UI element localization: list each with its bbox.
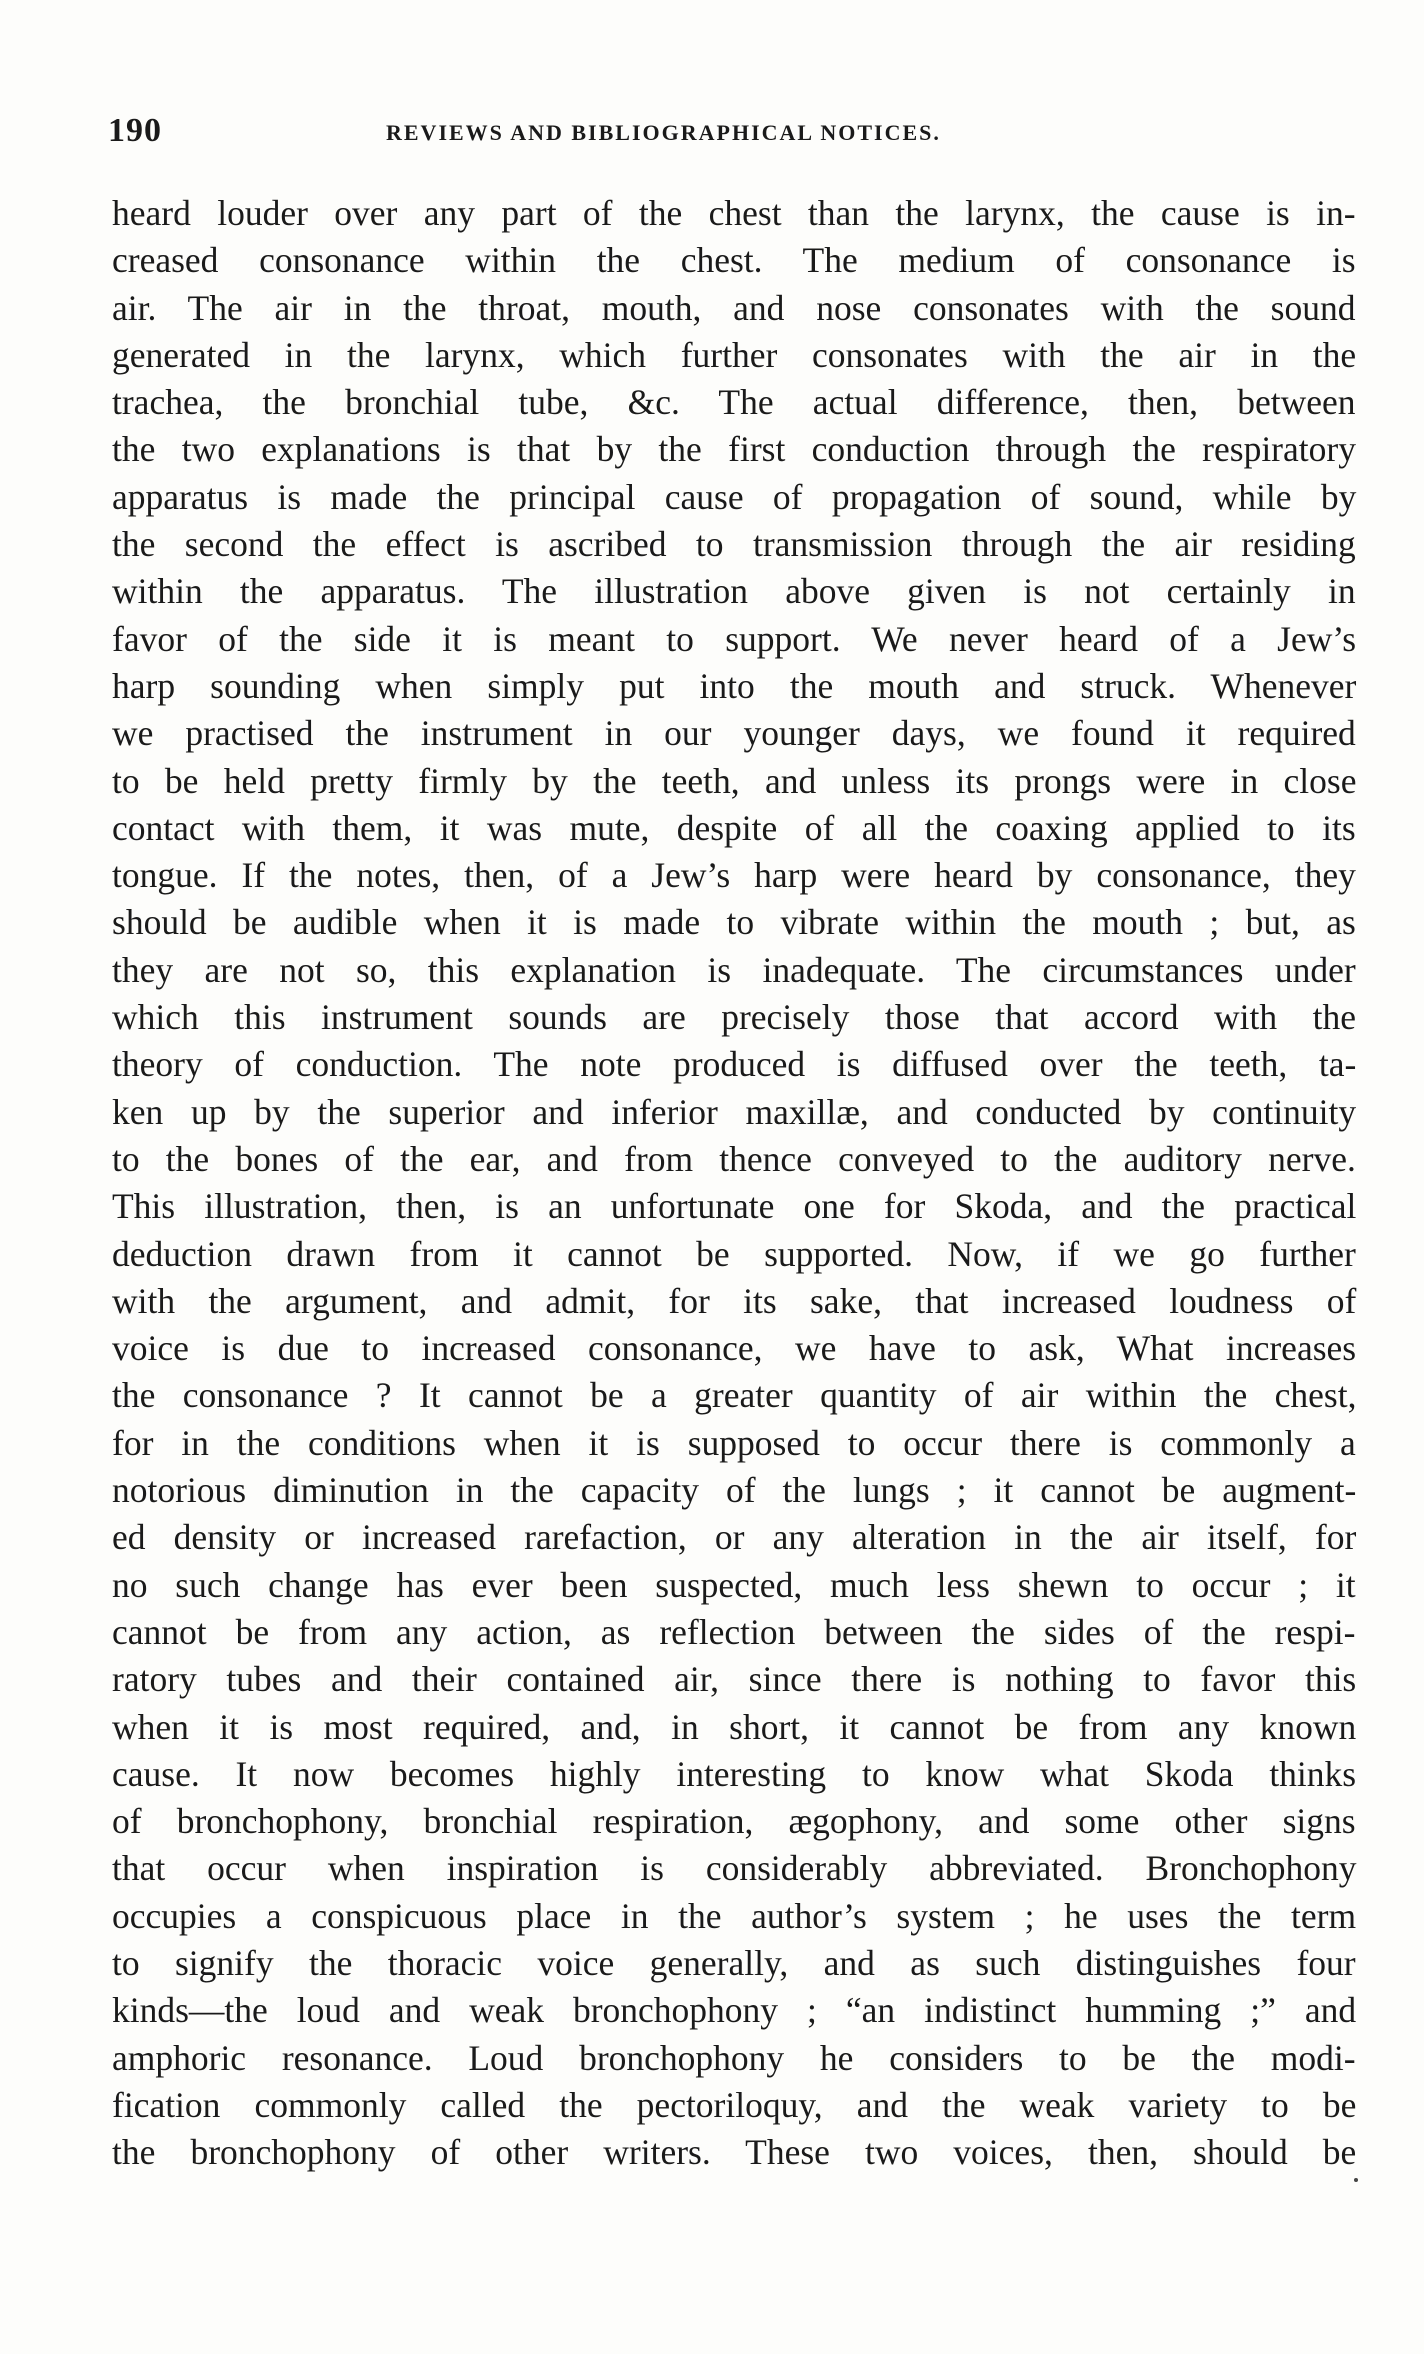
text-line: to be held pretty firmly by the teeth, and unless its prongs were in close bbox=[112, 760, 1357, 801]
text-line: to the bones of the ear, and from thence conveyed to the auditory nerve. bbox=[112, 1138, 1356, 1179]
text-line: no such change has ever been suspected, much less shewn to occur ; it bbox=[112, 1564, 1356, 1605]
text-line: generated in the larynx, which further consonates with the air in the bbox=[112, 334, 1357, 375]
ink-speck bbox=[1354, 2178, 1358, 2182]
text-line: the two explanations is that by the first conduction through the respiratory bbox=[112, 429, 1356, 470]
text-line: occupies a conspicuous place in the author’s system ; he uses the term bbox=[112, 1895, 1357, 1936]
text-line: fication commonly called the pectoriloquy, and the weak variety to be bbox=[112, 2084, 1357, 2125]
text-line: This illustration, then, is an unfortunate one for Skoda, and the practical bbox=[112, 1186, 1357, 1227]
text-line: the consonance ? It cannot be a greater quantity of air within the chest, bbox=[112, 1375, 1357, 1416]
text-line: which this instrument sounds are precisely those that accord with the bbox=[112, 997, 1356, 1038]
text-line: ratory tubes and their contained air, since there is nothing to favor this bbox=[112, 1659, 1357, 1700]
text-line: trachea, the bronchial tube, &c. The actual difference, then, between bbox=[112, 382, 1356, 423]
text-line: cause. It now becomes highly interesting to know what Skoda thinks bbox=[112, 1753, 1357, 1794]
text-line: favor of the side it is meant to support. We never heard of a Jew’s bbox=[112, 618, 1357, 659]
text-line: with the argument, and admit, for its sake, that increased loudness of bbox=[112, 1280, 1357, 1321]
text-line: we practised the instrument in our younger days, we found it required bbox=[112, 713, 1356, 754]
text-line: they are not so, this explanation is inadequate. The circumstances under bbox=[112, 949, 1356, 990]
text-line: that occur when inspiration is considerably abbreviated. Bronchophony bbox=[112, 1848, 1357, 1889]
text-line: heard louder over any part of the chest than the larynx, the cause is in- bbox=[112, 193, 1356, 233]
text-line: theory of conduction. The note produced is diffused over the teeth, ta- bbox=[112, 1044, 1357, 1085]
text-line: apparatus is made the principal cause of propagation of sound, while by bbox=[112, 476, 1357, 517]
text-line: when it is most required, and, in short, it cannot be from any known bbox=[112, 1706, 1357, 1747]
text-line: tongue. If the notes, then, of a Jew’s harp were heard by consonance, they bbox=[112, 855, 1356, 896]
text-line: creased consonance within the chest. The medium of consonance is bbox=[112, 240, 1356, 281]
text-line: harp sounding when simply put into the mouth and struck. Whenever bbox=[112, 665, 1357, 706]
running-title: REVIEWS AND BIBLIOGRAPHICAL NOTICES. bbox=[386, 120, 941, 145]
text-line: the second the effect is ascribed to transmission through the air residing bbox=[112, 524, 1356, 565]
text-line: within the apparatus. The illustration above given is not certainly in bbox=[112, 571, 1356, 612]
text-line: amphoric resonance. Loud bronchophony he considers to be the modi- bbox=[112, 2037, 1356, 2078]
text-line: to signify the thoracic voice generally, and as such distinguishes four bbox=[112, 1942, 1356, 1983]
text-line: notorious diminution in the capacity of the lungs ; it cannot be augment- bbox=[112, 1470, 1357, 1511]
text-line: for in the conditions when it is supposed to occur there is commonly a bbox=[112, 1422, 1356, 1463]
text-line: ed density or increased rarefaction, or any alteration in the air itself, for bbox=[112, 1517, 1357, 1558]
running-head bbox=[108, 112, 1358, 162]
text-line: the bronchophony of other writers. These two voices, then, should be bbox=[112, 2132, 1357, 2173]
text-line: kinds—the loud and weak bronchophony ; “an indistinct humming ;” and bbox=[112, 1990, 1357, 2031]
page-number: 190 bbox=[108, 112, 162, 149]
text-line: should be audible when it is made to vibrate within the mouth ; but, as bbox=[112, 902, 1356, 943]
text-line: of bronchophony, bronchial respiration, ægophony, and some other signs bbox=[112, 1801, 1356, 1842]
text-line: voice is due to increased consonance, we have to ask, What increases bbox=[112, 1328, 1357, 1369]
body-text bbox=[112, 190, 1356, 2176]
text-line: air. The air in the throat, mouth, and nose consonates with the sound bbox=[112, 287, 1356, 328]
text-line: deduction drawn from it cannot be supported. Now, if we go further bbox=[112, 1233, 1356, 1274]
text-line: ken up by the superior and inferior maxillæ, and conducted by continuity bbox=[112, 1091, 1357, 1132]
text-line: contact with them, it was mute, despite of all the coaxing applied to its bbox=[112, 807, 1356, 848]
text-line: cannot be from any action, as reflection between the sides of the respi- bbox=[112, 1611, 1356, 1652]
